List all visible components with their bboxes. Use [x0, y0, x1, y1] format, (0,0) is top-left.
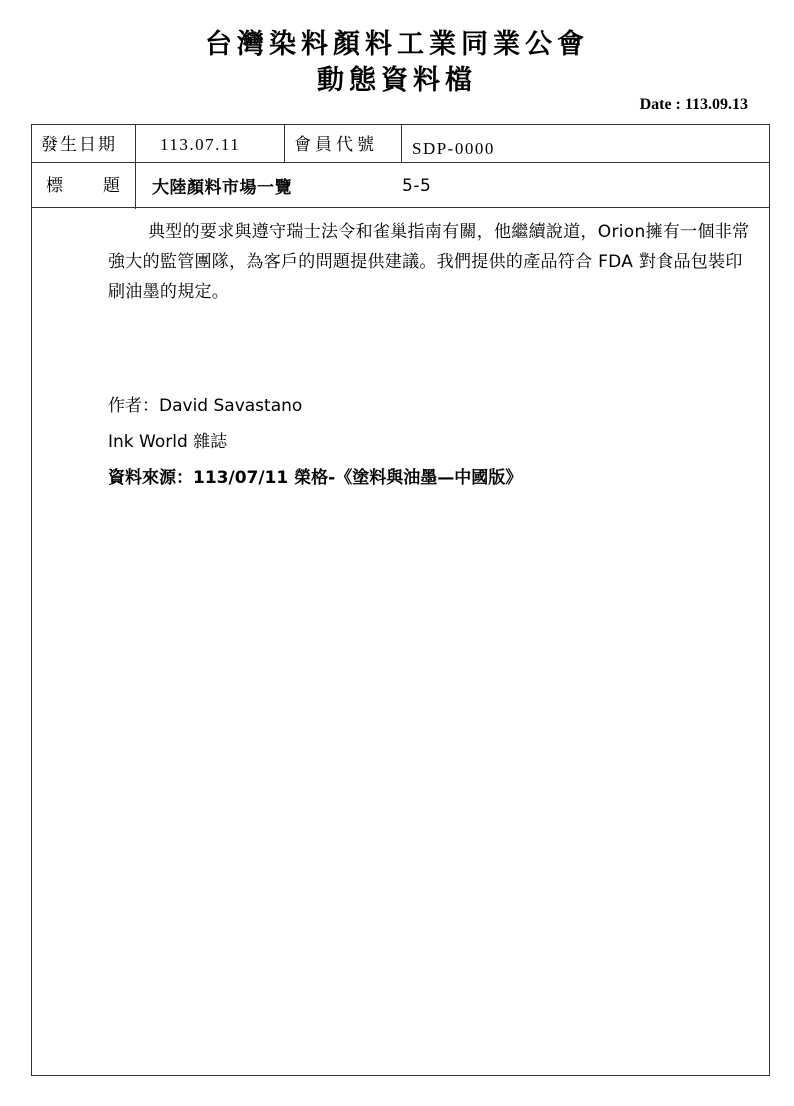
- member-value: SDP-0000: [412, 139, 495, 158]
- content-paragraph: 典型的要求與遵守瑞士法令和雀巢指南有關，他繼續說道，Orion擁有一個非常強大的監管團隊，為客戶的問題提供建議。我們提供的產品符合 FDA 對食品包裝印刷油墨的規定。: [108, 222, 750, 302]
- date-value: 113.07.11: [160, 135, 241, 154]
- col-divider-3: [401, 125, 402, 163]
- date-label: 發生日期: [41, 135, 117, 155]
- subject-part: 5-5: [402, 176, 432, 196]
- record-frame: [31, 124, 770, 1076]
- document-title-line2: 動態資料檔: [317, 65, 477, 96]
- content-body: [108, 217, 758, 307]
- col-divider-1: [135, 125, 136, 209]
- subject-label: 標 題: [46, 176, 122, 196]
- author-line: 作者：David Savastano: [108, 396, 303, 416]
- member-label: 會員代號: [294, 135, 378, 155]
- subject-value: 大陸顏料市場一覽: [152, 178, 292, 198]
- document-date: Date : 113.09.13: [639, 96, 748, 113]
- source-line: 資料來源：113/07/11 榮格-《塗料與油墨—中國版》: [108, 468, 523, 488]
- col-divider-2: [284, 125, 285, 163]
- row-divider-2: [32, 207, 769, 208]
- magazine-line: Ink World 雜誌: [108, 432, 228, 452]
- document-title-line1: 台灣染料顏料工業同業公會: [205, 29, 589, 60]
